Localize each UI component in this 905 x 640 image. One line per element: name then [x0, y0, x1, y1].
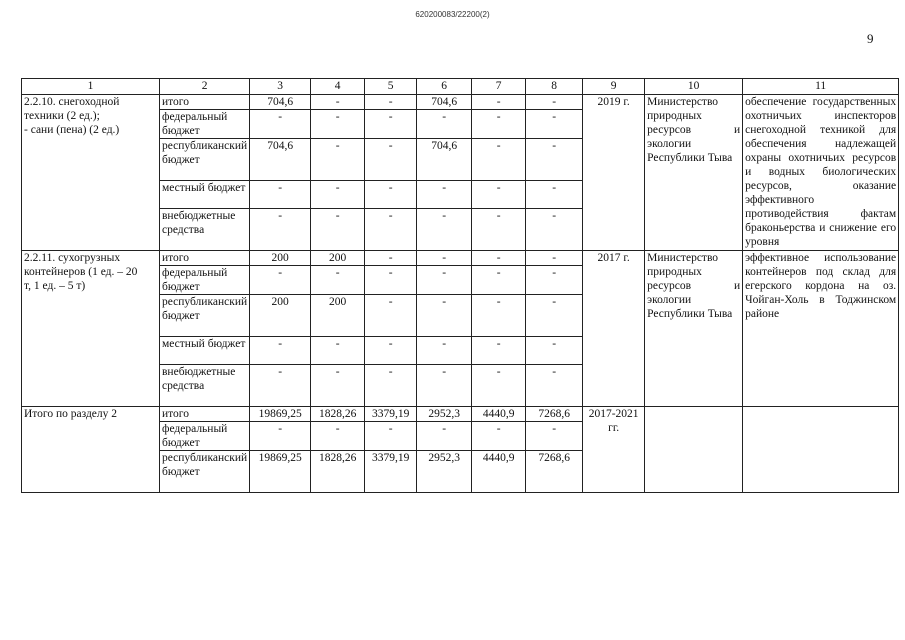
funding-source-cell: республиканский бюджет — [160, 451, 250, 493]
year-cell: 2017-2021 гг. — [583, 407, 645, 493]
activity-name-line: 2.2.10. снегоходной — [24, 96, 120, 108]
value-cell: - — [417, 266, 472, 295]
result-cell: обеспечение государственных охотничьих инспекторов снегоходной техникой для обеспечения надлежащей охраны охотничьих ресурсов и водных биологических ресурсов, оказание эффективного противодействия фактам браконьерства и снижение его уровня — [743, 95, 899, 251]
column-number-row — [22, 79, 899, 95]
value-cell: 704,6 — [250, 139, 311, 181]
column-header: 10 — [645, 79, 743, 95]
value-cell: 4440,9 — [472, 451, 526, 493]
funding-source-cell: местный бюджет — [160, 181, 250, 209]
column-header: 8 — [526, 79, 583, 95]
column-header: 4 — [311, 79, 365, 95]
year-cell: 2019 г. — [583, 95, 645, 251]
value-cell: - — [472, 365, 526, 407]
value-cell: - — [526, 266, 583, 295]
value-cell: 2952,3 — [417, 407, 472, 422]
value-cell: - — [250, 266, 311, 295]
value-cell: - — [250, 181, 311, 209]
value-cell: 200 — [250, 295, 311, 337]
value-cell: - — [365, 110, 417, 139]
value-cell: 200 — [311, 251, 365, 266]
value-cell: 19869,25 — [250, 407, 311, 422]
value-cell: - — [526, 110, 583, 139]
value-cell: - — [417, 365, 472, 407]
value-cell: - — [417, 110, 472, 139]
value-cell: - — [417, 422, 472, 451]
value-cell: 200 — [311, 295, 365, 337]
value-cell: 200 — [250, 251, 311, 266]
column-header: 9 — [583, 79, 645, 95]
funding-source-cell: итого — [160, 95, 250, 110]
column-header: 2 — [160, 79, 250, 95]
value-cell: - — [365, 422, 417, 451]
value-cell: - — [311, 95, 365, 110]
funding-source-cell: федеральный бюджет — [160, 266, 250, 295]
value-cell: - — [311, 139, 365, 181]
table-row — [22, 95, 899, 110]
value-cell: - — [311, 266, 365, 295]
table-row — [22, 251, 899, 266]
funding-source-cell: итого — [160, 407, 250, 422]
value-cell: - — [365, 365, 417, 407]
value-cell: - — [311, 365, 365, 407]
funding-source-cell: федеральный бюджет — [160, 422, 250, 451]
column-header: 3 — [250, 79, 311, 95]
value-cell: - — [472, 337, 526, 365]
value-cell: - — [526, 209, 583, 251]
funding-source-cell: республиканский бюджет — [160, 139, 250, 181]
activity-name-line: техники (2 ед.); — [24, 110, 100, 122]
activity-name-cell — [22, 407, 160, 493]
value-cell: - — [365, 337, 417, 365]
responsible-cell — [645, 407, 743, 493]
value-cell: - — [526, 251, 583, 266]
value-cell: 7268,6 — [526, 451, 583, 493]
value-cell: - — [526, 181, 583, 209]
value-cell: - — [250, 365, 311, 407]
value-cell: - — [417, 295, 472, 337]
value-cell: 704,6 — [250, 95, 311, 110]
funding-source-cell: местный бюджет — [160, 337, 250, 365]
funding-source-cell: внебюджетные средства — [160, 365, 250, 407]
value-cell: - — [472, 139, 526, 181]
activity-name-line: - сани (пена) (2 ед.) — [24, 124, 120, 136]
value-cell: - — [365, 251, 417, 266]
value-cell: 2952,3 — [417, 451, 472, 493]
value-cell: 704,6 — [417, 139, 472, 181]
value-cell: - — [417, 251, 472, 266]
column-header: 11 — [743, 79, 899, 95]
value-cell: - — [472, 422, 526, 451]
value-cell: - — [311, 181, 365, 209]
funding-source-cell: итого — [160, 251, 250, 266]
value-cell: - — [526, 139, 583, 181]
value-cell: - — [526, 295, 583, 337]
value-cell: 1828,26 — [311, 407, 365, 422]
responsible-cell: Министерство природных ресурсов и экологии Республики Тыва — [645, 95, 743, 251]
value-cell: - — [472, 266, 526, 295]
value-cell: - — [365, 139, 417, 181]
activity-name-line: т, 1 ед. – 5 т) — [24, 280, 86, 292]
value-cell: - — [365, 295, 417, 337]
funding-source-cell: федеральный бюджет — [160, 110, 250, 139]
result-cell: эффективное использование контейнеров под склад для егерского кордона на оз. Чойган-Холь в Тоджинском районе — [743, 251, 899, 407]
value-cell: - — [526, 95, 583, 110]
value-cell: 4440,9 — [472, 407, 526, 422]
year-cell: 2017 г. — [583, 251, 645, 407]
page-number: 9 — [867, 31, 874, 46]
activity-name-cell — [22, 95, 160, 251]
document-code: 620200083/22200(2) — [415, 10, 490, 19]
activity-name-line: 2.2.11. сухогрузных — [24, 252, 121, 264]
budget-table — [21, 78, 899, 493]
value-cell: - — [311, 337, 365, 365]
value-cell: 19869,25 — [250, 451, 311, 493]
result-cell — [743, 407, 899, 493]
funding-source-cell: республиканский бюджет — [160, 295, 250, 337]
activity-name-line: Итого по разделу 2 — [24, 408, 118, 420]
value-cell: - — [472, 95, 526, 110]
value-cell: 3379,19 — [365, 451, 417, 493]
value-cell: - — [250, 110, 311, 139]
activity-name-cell — [22, 251, 160, 407]
value-cell: - — [526, 337, 583, 365]
value-cell: - — [311, 422, 365, 451]
column-header: 7 — [472, 79, 526, 95]
column-header: 5 — [365, 79, 417, 95]
value-cell: - — [365, 181, 417, 209]
value-cell: - — [250, 209, 311, 251]
value-cell: - — [250, 337, 311, 365]
value-cell: - — [311, 110, 365, 139]
value-cell: - — [472, 209, 526, 251]
column-header: 1 — [22, 79, 160, 95]
value-cell: 704,6 — [417, 95, 472, 110]
value-cell: - — [472, 251, 526, 266]
value-cell: - — [526, 365, 583, 407]
value-cell: - — [472, 295, 526, 337]
activity-name-line: контейнеров (1 ед. – 20 — [24, 266, 138, 278]
column-header: 6 — [417, 79, 472, 95]
value-cell: 1828,26 — [311, 451, 365, 493]
value-cell: 3379,19 — [365, 407, 417, 422]
value-cell: - — [526, 422, 583, 451]
value-cell: - — [311, 209, 365, 251]
value-cell: - — [365, 209, 417, 251]
responsible-cell: Министерство природных ресурсов и экологии Республики Тыва — [645, 251, 743, 407]
value-cell: - — [417, 337, 472, 365]
value-cell: - — [250, 422, 311, 451]
value-cell: - — [417, 181, 472, 209]
value-cell: - — [472, 181, 526, 209]
value-cell: - — [365, 95, 417, 110]
table-row — [22, 407, 899, 422]
value-cell: - — [365, 266, 417, 295]
funding-source-cell: внебюджетные средства — [160, 209, 250, 251]
value-cell: - — [417, 209, 472, 251]
value-cell: - — [472, 110, 526, 139]
value-cell: 7268,6 — [526, 407, 583, 422]
